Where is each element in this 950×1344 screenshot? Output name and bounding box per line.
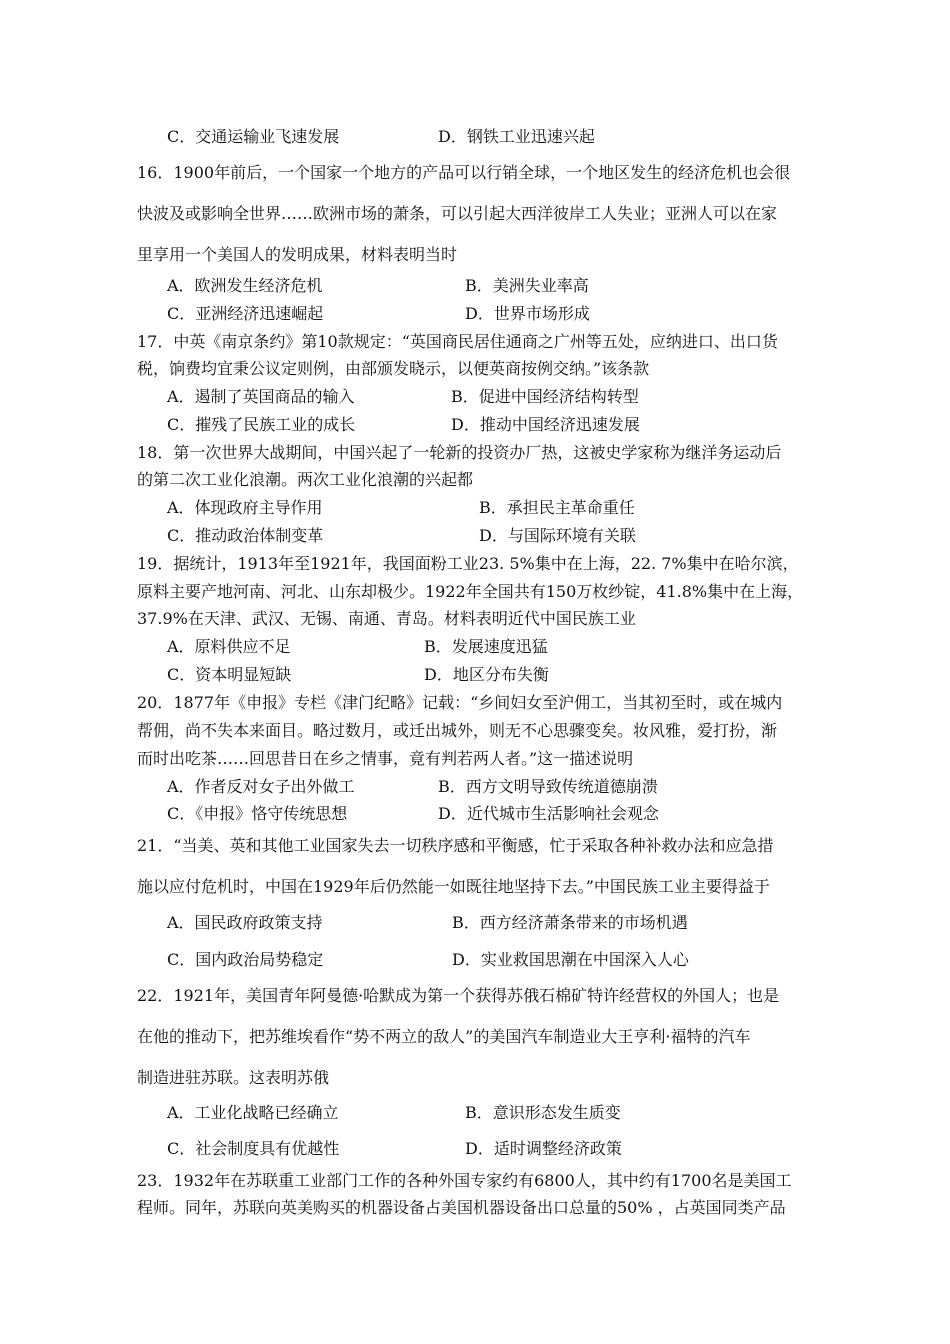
question-19-line-2: 原料主要产地河南、河北、山东却极少。1922年全国共有150万枚纱锭，41.8%集中在上海， xyxy=(137,582,804,601)
option-18c: C．推动政治体制变革 xyxy=(167,526,324,545)
question-20-line-2: 帮佣，尚不失本来面目。略过数月，或迁出城外，则无不心思骤变矣。妆风雅，爱打扮，渐 xyxy=(137,721,778,740)
option-20d: D．近代城市生活影响社会观念 xyxy=(438,804,659,823)
question-20-line-1: 20．1877年《申报》专栏《津门纪略》记载：“乡间妇女至沪佣工，当其初至时，或在城内 xyxy=(137,693,783,712)
option-20c: C．《申报》恪守传统思想 xyxy=(167,804,348,823)
question-16-line-2: 快波及或影响全世界……欧洲市场的萧条，可以引起大西洋彼岸工人失业；亚洲人可以在家 xyxy=(137,204,778,223)
option-22a: A．工业化战略已经确立 xyxy=(167,1103,339,1122)
question-19-line-1: 19．据统计，1913年至1921年，我国面粉工业23. 5%集中在上海，22. 7%集中在哈尔滨， xyxy=(137,554,799,573)
option-21d: D．实业救国思潮在中国深入人心 xyxy=(452,950,689,969)
option-22b: B．意识形态发生质变 xyxy=(465,1103,621,1122)
option-18a: A．体现政府主导作用 xyxy=(167,498,323,517)
option-21a: A．国民政府政策支持 xyxy=(167,913,323,932)
option-17b: B．促进中国经济结构转型 xyxy=(451,387,639,406)
option-17a: A．遏制了英国商品的输入 xyxy=(167,387,355,406)
option-20a: A．作者反对女子出外做工 xyxy=(167,777,355,796)
question-23-line-1: 23．1932年在苏联重工业部门工作的各种外国专家约有6800人，其中约有1700名是美国工 xyxy=(137,1171,792,1190)
option-19d: D．地区分布失衡 xyxy=(424,665,549,684)
question-23-line-2: 程师。同年，苏联向英美购买的机器设备占美国机器设备出口总量的50% ，占英国同类产品 xyxy=(137,1198,786,1217)
option-19c: C．资本明显短缺 xyxy=(167,665,292,684)
option-17d: D．推动中国经济迅速发展 xyxy=(451,415,640,434)
question-22-line-2: 在他的推动下，把苏维埃看作“势不两立的敌人”的美国汽车制造业大王亨利·福特的汽车 xyxy=(137,1027,751,1046)
question-22-line-1: 22．1921年，美国青年阿曼德·哈默成为第一个获得苏俄石棉矿特许经营权的外国人；也是 xyxy=(137,986,780,1005)
option-16c: C．亚洲经济迅速崛起 xyxy=(167,304,324,323)
option-16d: D．世界市场形成 xyxy=(465,304,590,323)
question-16-line-1: 16．1900年前后，一个国家一个地方的产品可以行销全球，一个地区发生的经济危机也会很 xyxy=(137,163,791,182)
option-16b: B．美洲失业率高 xyxy=(465,276,589,295)
option-21c: C．国内政治局势稳定 xyxy=(167,950,324,969)
question-17-line-2: 税，饷费均宜秉公议定则例，由部颁发晓示，以便英商按例交纳。”该条款 xyxy=(137,359,650,378)
option-17c: C．摧残了民族工业的成长 xyxy=(167,415,356,434)
question-17-line-1: 17．中英《南京条约》第10款规定：“英国商民居住通商之广州等五处，应纳进口、出口货 xyxy=(137,332,778,351)
question-22-line-3: 制造进驻苏联。这表明苏俄 xyxy=(137,1068,330,1087)
question-20-line-3: 而时出吃茶……回思昔日在乡之情事，竟有判若两人者。”这一描述说明 xyxy=(137,749,634,768)
option-22c: C．社会制度具有优越性 xyxy=(167,1139,340,1158)
option-19a: A．原料供应不足 xyxy=(167,637,291,656)
question-18-line-1: 18．第一次世界大战期间，中国兴起了一轮新的投资办厂热，这被史学家称为继洋务运动后 xyxy=(137,443,782,462)
option-18b: B．承担民主革命重任 xyxy=(479,498,635,517)
option-15d: D．钢铁工业迅速兴起 xyxy=(438,127,595,146)
option-19b: B．发展速度迅猛 xyxy=(424,637,548,656)
question-18-line-2: 的第二次工业化浪潮。两次工业化浪潮的兴起都 xyxy=(137,470,474,489)
question-21-line-1: 21．“当美、英和其他工业国家失去一切秩序感和平衡感，忙于采取各种补救办法和应急措 xyxy=(137,836,774,855)
question-16-line-3: 里享用一个美国人的发明成果，材料表明当时 xyxy=(137,245,458,264)
question-21-line-2: 施以应付危机时，中国在1929年后仍然能一如既往地坚持下去。”中国民族工业主要得益于 xyxy=(137,877,770,896)
option-16a: A．欧洲发生经济危机 xyxy=(167,276,323,295)
option-20b: B．西方文明导致传统道德崩溃 xyxy=(438,777,658,796)
option-15c: C．交通运输业飞速发展 xyxy=(167,127,340,146)
question-19-line-3: 37.9%在天津、武汉、无锡、南通、青岛。材料表明近代中国民族工业 xyxy=(137,609,636,628)
option-18d: D．与国际环境有关联 xyxy=(479,526,636,545)
option-21b: B．西方经济萧条带来的市场机遇 xyxy=(452,913,688,932)
option-22d: D．适时调整经济政策 xyxy=(465,1139,622,1158)
